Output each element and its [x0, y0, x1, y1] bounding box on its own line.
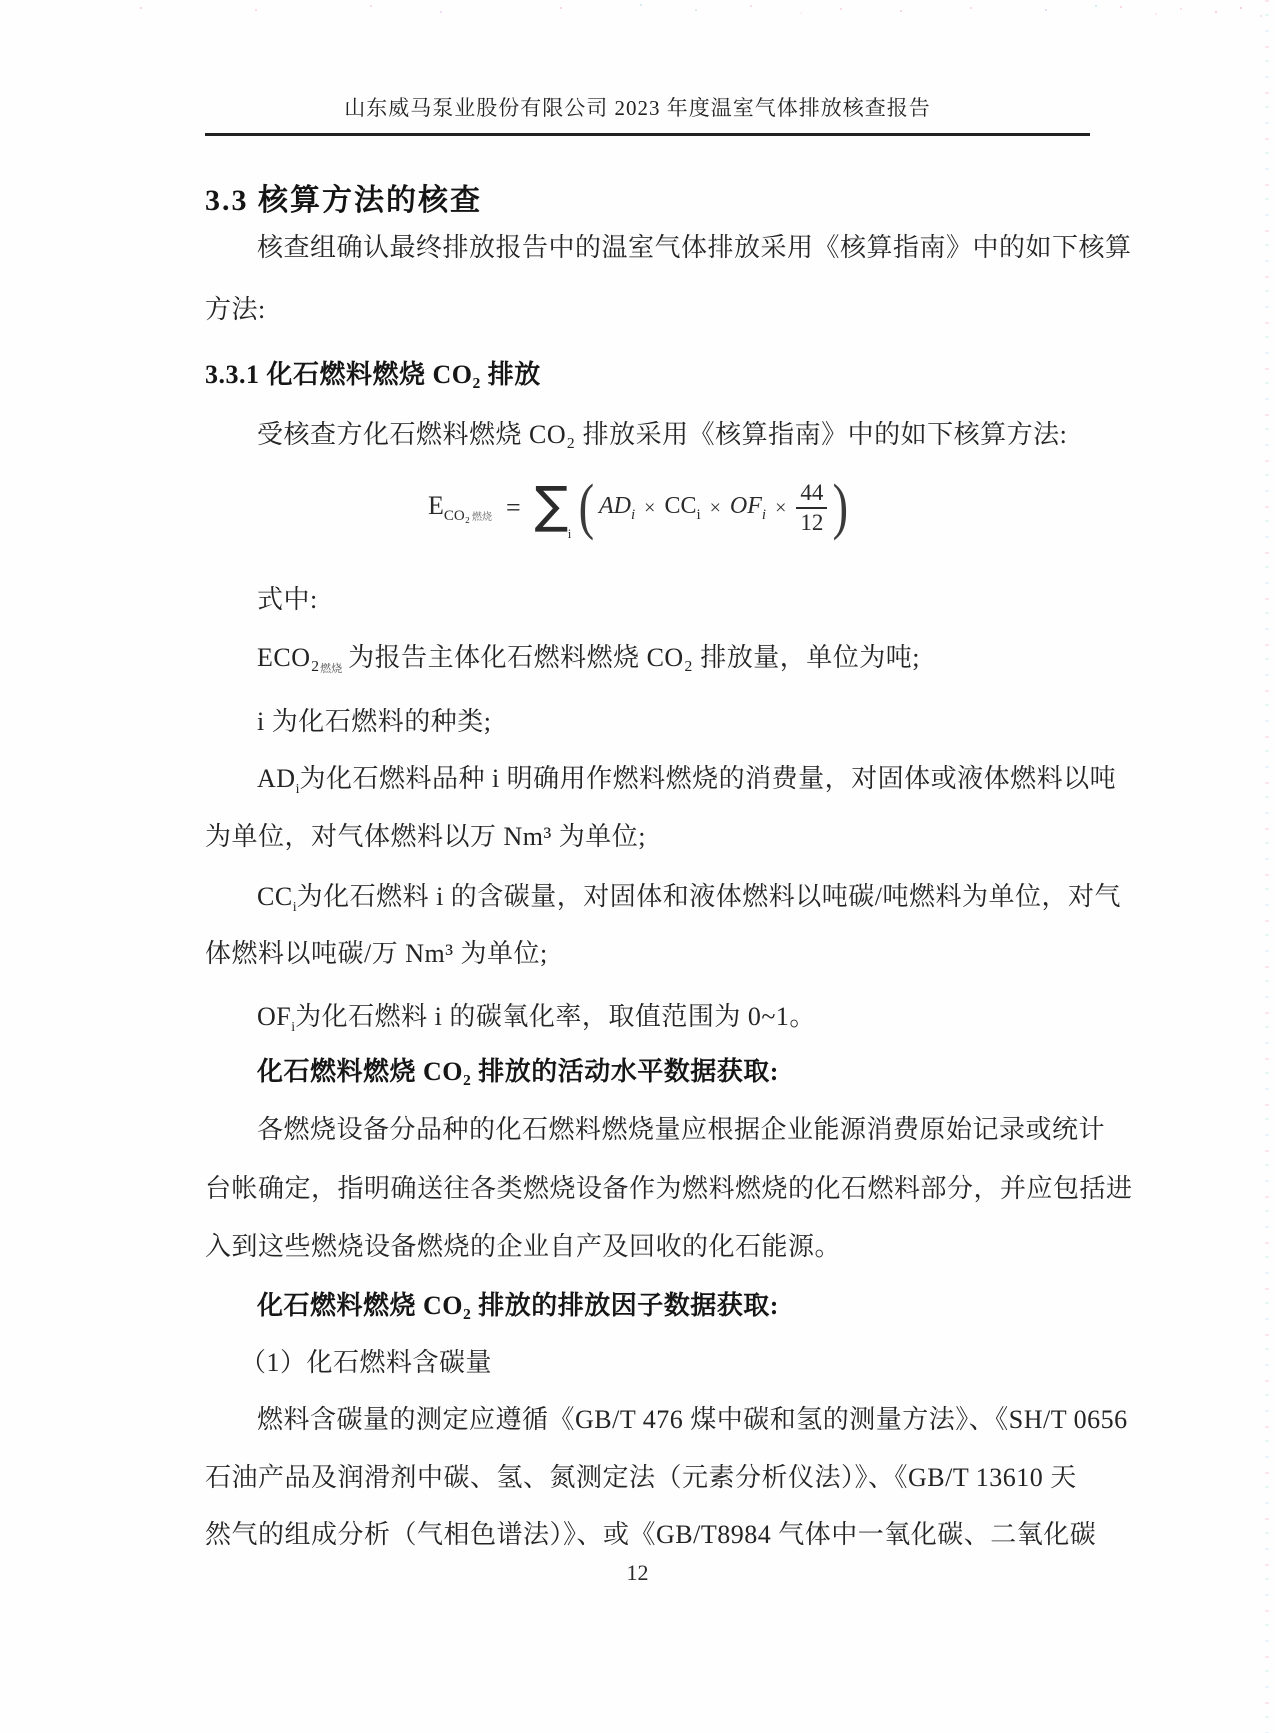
multiply-sign-2: × — [709, 496, 721, 519]
paragraph-activity-line2: 台帐确定，指明确送往各类燃烧设备作为燃料燃烧的化石燃料部分，并应包括进 — [205, 1174, 1133, 1203]
paragraph-factor-line1: 燃料含碳量的测定应遵循《GB/T 476 煤中碳和氢的测量方法》、《SH/T 0656 — [257, 1405, 1128, 1434]
fraction-denominator: 12 — [796, 507, 827, 536]
multiply-sign-3: × — [775, 496, 787, 519]
list-item-1-carbon-content: （1）化石燃料含碳量 — [240, 1348, 493, 1377]
var-ad-subscript: i — [295, 782, 300, 798]
definition-eco2-text: 为报告主体化石燃料燃烧 CO₂ 排放量，单位为吨; — [348, 643, 920, 672]
definition-cc — [257, 880, 1217, 925]
paragraph-where: 式中: — [257, 585, 318, 614]
definition-of — [257, 1000, 1217, 1045]
var-of: OF — [257, 1002, 292, 1031]
heading-emission-factor-data: 化石燃料燃烧 CO₂ 排放的排放因子数据获取: — [257, 1291, 779, 1320]
term-cc-subscript: i — [696, 506, 701, 523]
term-of-symbol: OF — [729, 492, 762, 519]
formula-co2-combustion — [428, 458, 851, 558]
var-ad: AD — [257, 764, 296, 793]
heading-activity-data: 化石燃料燃烧 CO₂ 排放的活动水平数据获取: — [257, 1057, 779, 1086]
paragraph-factor-line2: 石油产品及润滑剂中碳、氢、氮测定法（元素分析仪法）》、《GB/T 13610 天 — [205, 1463, 1077, 1492]
paragraph-activity-line3: 入到这些燃烧设备燃烧的企业自产及回收的化石能源。 — [205, 1232, 842, 1261]
section-heading-3-3-1: 3.3.1 化石燃料燃烧 CO₂ 排放 — [205, 360, 541, 389]
formula-term-cc — [664, 493, 700, 524]
fraction-numerator: 44 — [800, 480, 824, 506]
formula-lhs — [428, 491, 492, 525]
definition-ad-text: 为化石燃料品种 i 明确用作燃料燃烧的消费量，对固体或液体燃料以吨 — [299, 764, 1117, 793]
paragraph-factor-line3: 然气的组成分析（气相色谱法）》、或《GB/T8984 气体中一氧化碳、二氧化碳 — [205, 1520, 1097, 1549]
paragraph-activity-line1: 各燃烧设备分品种的化石燃料燃烧量应根据企业能源消费原始记录或统计 — [257, 1115, 1106, 1144]
var-of-subscript: i — [291, 1020, 296, 1036]
definition-ad-continued: 为单位，对气体燃料以万 Nm³ 为单位; — [205, 822, 647, 851]
term-of-subscript: i — [761, 506, 767, 523]
definition-cc-continued: 体燃料以吨碳/万 Nm³ 为单位; — [205, 939, 548, 968]
sigma-glyph: ∑ — [534, 476, 569, 534]
formula-close-paren: ) — [832, 473, 849, 542]
formula-lhs-sub-label: 燃烧 — [471, 512, 492, 524]
definition-cc-text: 为化石燃料 i 的含碳量，对固体和液体燃料以吨碳/吨燃料为单位，对气 — [296, 882, 1122, 911]
formula-open-paren: ( — [578, 473, 595, 542]
formula-equals-sign: = — [505, 493, 521, 522]
page-header-title: 山东威马泵业股份有限公司 2023 年度温室气体排放核查报告 — [344, 96, 931, 120]
definition-ad — [257, 762, 1217, 807]
page-number: 12 — [626, 1560, 649, 1585]
var-eco2-subscript: 燃烧 — [320, 663, 343, 676]
scan-noise-right-edge — [1265, 0, 1269, 1733]
formula-lhs-sub-co2: CO₂ — [443, 508, 470, 525]
paragraph-intro-line1: 核查组确认最终排放报告中的温室气体排放采用《核算指南》中的如下核算 — [257, 233, 1132, 262]
var-cc-subscript: i — [292, 900, 297, 916]
paragraph-intro-line2: 方法: — [205, 295, 266, 324]
definition-eco2 — [257, 641, 1217, 686]
formula-fraction-44-12 — [796, 480, 827, 536]
formula-term-ad — [599, 493, 635, 524]
definition-of-text: 为化石燃料 i 的碳氧化率，取值范围为 0~1。 — [295, 1002, 816, 1031]
formula-lhs-subscript — [444, 508, 492, 524]
formula-term-of — [730, 493, 766, 524]
section-heading-3-3: 3.3 核算方法的核查 — [205, 184, 482, 217]
term-cc-symbol: CC — [664, 492, 697, 519]
sigma-index: i — [567, 526, 572, 541]
var-eco2: ECO₂ — [257, 643, 321, 672]
formula-sigma — [534, 476, 572, 541]
header-rule — [205, 133, 1090, 136]
term-ad-subscript: i — [631, 506, 636, 523]
paragraph-method-intro: 受核查方化石燃料燃烧 CO₂ 排放采用《核算指南》中的如下核算方法: — [257, 420, 1068, 449]
multiply-sign-1: × — [644, 496, 656, 519]
var-cc: CC — [257, 882, 293, 911]
term-ad-symbol: AD — [599, 492, 631, 519]
definition-i: i 为化石燃料的种类; — [257, 707, 492, 736]
scan-noise-top — [140, 7, 142, 9]
formula-lhs-symbol: E — [428, 490, 444, 520]
